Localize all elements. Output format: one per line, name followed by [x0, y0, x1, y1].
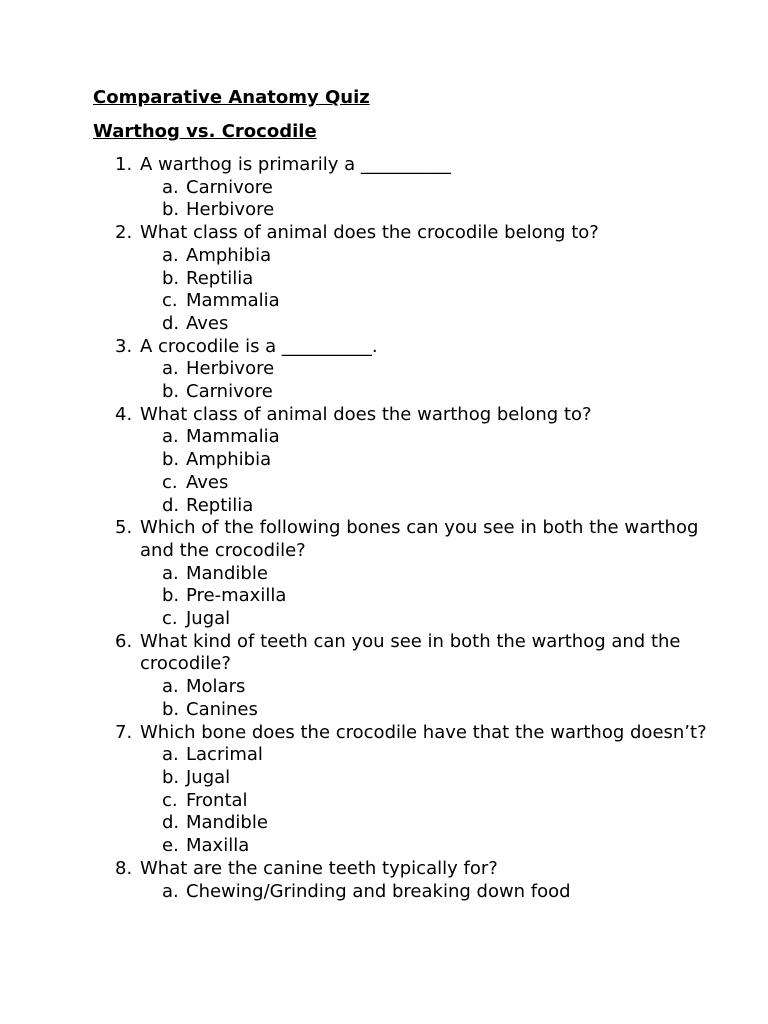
option-letter: b. — [162, 199, 180, 221]
answer-option — [140, 199, 733, 222]
option-list — [140, 744, 733, 858]
answer-option — [140, 426, 733, 449]
answer-option — [140, 268, 733, 291]
question-number: 5. — [115, 517, 133, 539]
option-list — [140, 676, 733, 721]
option-text: Frontal — [186, 789, 248, 811]
option-letter: e. — [162, 835, 179, 857]
option-letter: b. — [162, 585, 180, 607]
option-letter: a. — [162, 676, 179, 698]
question-number: 2. — [115, 222, 133, 244]
document-page — [93, 86, 733, 903]
question-item — [93, 517, 733, 631]
answer-option — [140, 449, 733, 472]
option-letter: d. — [162, 494, 180, 516]
option-text: Chewing/Grinding and breaking down food — [186, 880, 571, 902]
answer-option — [140, 835, 733, 858]
option-list — [140, 245, 733, 336]
option-letter: b. — [162, 267, 180, 289]
option-letter: a. — [162, 176, 179, 198]
answer-option — [140, 290, 733, 313]
option-letter: c. — [162, 290, 178, 312]
answer-option — [140, 608, 733, 631]
question-item — [93, 404, 733, 518]
answer-option — [140, 472, 733, 495]
option-text: Carnivore — [186, 381, 273, 403]
answer-option — [140, 699, 733, 722]
option-text: Amphibia — [186, 449, 272, 471]
question-text: What class of animal does the warthog belong to? — [140, 403, 592, 425]
question-text: A crocodile is a __________. — [140, 335, 378, 357]
answer-option — [140, 381, 733, 404]
option-letter: c. — [162, 789, 178, 811]
option-letter: b. — [162, 381, 180, 403]
question-item — [93, 631, 733, 722]
option-text: Jugal — [186, 766, 231, 788]
question-text: A warthog is primarily a __________ — [140, 154, 451, 175]
answer-option — [140, 812, 733, 835]
option-text: Jugal — [186, 608, 231, 630]
option-text: Aves — [186, 471, 229, 493]
option-letter: c. — [162, 608, 178, 630]
question-item — [93, 858, 733, 903]
option-text: Mammalia — [186, 426, 280, 448]
answer-option — [140, 313, 733, 336]
question-number: 3. — [115, 335, 133, 357]
question-item — [93, 154, 733, 222]
answer-option — [140, 881, 733, 904]
answer-option — [140, 245, 733, 268]
question-text: What class of animal does the crocodile belong to? — [140, 222, 599, 244]
question-item — [93, 722, 733, 858]
option-letter: a. — [162, 562, 179, 584]
question-item — [93, 222, 733, 336]
option-text: Pre-maxilla — [186, 585, 287, 607]
question-number: 7. — [115, 721, 133, 743]
option-text: Reptilia — [186, 494, 254, 516]
option-letter: d. — [162, 312, 180, 334]
answer-option — [140, 767, 733, 790]
answer-option — [140, 177, 733, 200]
question-text: What are the canine teeth typically for? — [140, 857, 498, 879]
option-letter: b. — [162, 449, 180, 471]
answer-option — [140, 563, 733, 586]
option-text: Aves — [186, 312, 229, 334]
option-letter: a. — [162, 744, 179, 766]
option-text: Mandible — [186, 812, 268, 834]
option-letter: d. — [162, 812, 180, 834]
question-number: 4. — [115, 403, 133, 425]
answer-option — [140, 676, 733, 699]
answer-option — [140, 358, 733, 381]
answer-option — [140, 585, 733, 608]
document-subtitle: Warthog vs. Crocodile — [93, 121, 317, 142]
option-list — [140, 177, 733, 222]
option-letter: a. — [162, 244, 179, 266]
option-text: Molars — [186, 676, 246, 698]
answer-option — [140, 790, 733, 813]
question-text: What kind of teeth can you see in both the warthog and the crocodile? — [140, 630, 681, 675]
option-letter: a. — [162, 358, 179, 380]
option-text: Herbivore — [186, 358, 275, 380]
option-text: Lacrimal — [186, 744, 263, 766]
option-list — [140, 358, 733, 403]
option-list — [140, 881, 733, 904]
option-text: Amphibia — [186, 244, 272, 266]
question-text: Which bone does the crocodile have that the warthog doesn’t? — [140, 721, 707, 743]
question-number: 1. — [115, 154, 133, 175]
option-text: Carnivore — [186, 176, 273, 198]
option-list — [140, 426, 733, 517]
question-number: 8. — [115, 857, 133, 879]
option-text: Reptilia — [186, 267, 254, 289]
option-text: Herbivore — [186, 199, 275, 221]
option-letter: c. — [162, 471, 178, 493]
option-text: Mammalia — [186, 290, 280, 312]
question-text: Which of the following bones can you see in both the warthog and the crocodile? — [140, 517, 699, 561]
option-text: Canines — [186, 698, 258, 720]
option-list — [140, 563, 733, 631]
answer-option — [140, 744, 733, 767]
option-letter: a. — [162, 880, 179, 902]
answer-option — [140, 495, 733, 518]
option-letter: b. — [162, 766, 180, 788]
option-letter: b. — [162, 698, 180, 720]
option-letter: a. — [162, 426, 179, 448]
document-title: Comparative Anatomy Quiz — [93, 87, 370, 108]
option-text: Maxilla — [186, 835, 250, 857]
option-text: Mandible — [186, 562, 268, 584]
question-number: 6. — [115, 630, 133, 652]
question-list — [93, 154, 733, 903]
question-item — [93, 336, 733, 404]
